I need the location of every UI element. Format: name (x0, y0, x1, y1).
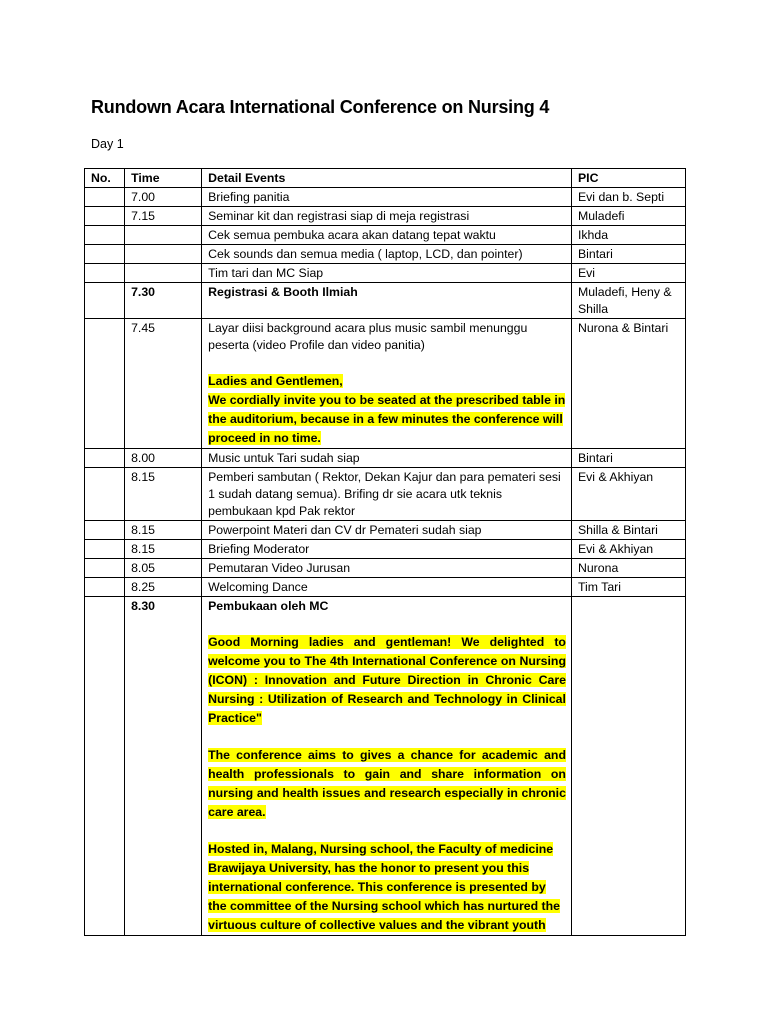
row-pic: Bintari (571, 245, 685, 264)
table-row (85, 283, 686, 319)
mc-opening-paragraph: Good Morning ladies and gentleman! We delighted to welcome you to The 4th International Conference on Nursing (ICON) : Innovation and Future Direction in Chronic Care Nursing : Utilization of Research and Technology in Clinical Practice" (208, 635, 566, 725)
row-time (125, 245, 202, 264)
row-pic: Ikhda (571, 226, 685, 245)
row-time: 8.25 (125, 578, 202, 597)
row-time: 8.15 (125, 468, 202, 521)
table-row (85, 319, 686, 449)
row-time: 7.45 (125, 319, 202, 449)
row-time: 8.00 (125, 449, 202, 468)
table-row (85, 207, 686, 226)
row-pic: Muladefi, Heny & Shilla (571, 283, 685, 319)
row-pic: Tim Tari (571, 578, 685, 597)
day-label: Day 1 (91, 137, 124, 151)
row-no (85, 283, 125, 319)
row-pic (571, 597, 685, 936)
table-row (85, 264, 686, 283)
table-row (85, 559, 686, 578)
row-no (85, 319, 125, 449)
row-event: Welcoming Dance (202, 578, 572, 597)
mc-conference-aim-paragraph: The conference aims to gives a chance for academic and health professionals to gain and share information on nursing and health issues and research especially in chronic care area. (208, 748, 566, 819)
row-pic: Bintari (571, 449, 685, 468)
mc-host-paragraph: Hosted in, Malang, Nursing school, the Faculty of medicine Brawijaya University, has the honor to present you this international conference. This conference is presented by the committee of the Nursing school which has nurtured the virtuous culture of collective values and the vibrant youth (208, 842, 560, 932)
table-row (85, 597, 686, 936)
row-pic: Evi (571, 264, 685, 283)
table-row (85, 540, 686, 559)
row-pic: Evi dan b. Septi (571, 188, 685, 207)
row-no (85, 264, 125, 283)
row-no (85, 559, 125, 578)
table-row (85, 468, 686, 521)
event-text: Pembukaan oleh MC (208, 599, 329, 613)
rundown-table (84, 168, 686, 936)
row-event: Powerpoint Materi dan CV dr Pemateri sudah siap (202, 521, 572, 540)
header-time: Time (125, 169, 202, 188)
table-row (85, 188, 686, 207)
page-title: Rundown Acara International Conference on Nursing 4 (91, 97, 550, 117)
row-no (85, 245, 125, 264)
highlight-invitation: We cordially invite you to be seated at the prescribed table in the auditorium, because in a few minutes the conference will proceed in no time. (208, 393, 566, 445)
row-pic: Nurona & Bintari (571, 319, 685, 449)
row-event: Registrasi & Booth Ilmiah (202, 283, 572, 319)
row-event: Cek semua pembuka acara akan datang tepat waktu (202, 226, 572, 245)
row-event: Cek sounds dan semua media ( laptop, LCD, dan pointer) (202, 245, 572, 264)
header-pic: PIC (571, 169, 685, 188)
row-event: Briefing panitia (202, 188, 572, 207)
row-time: 8.15 (125, 521, 202, 540)
row-time: 8.05 (125, 559, 202, 578)
row-no (85, 597, 125, 936)
row-no (85, 540, 125, 559)
table-row (85, 245, 686, 264)
table-row (85, 578, 686, 597)
row-pic: Evi & Akhiyan (571, 540, 685, 559)
table-header-row (85, 169, 686, 188)
row-no (85, 468, 125, 521)
row-no (85, 207, 125, 226)
header-no: No. (85, 169, 125, 188)
table-row (85, 521, 686, 540)
event-text: Layar diisi background acara plus music sambil menunggu peserta (video Profile dan video panitia) (208, 321, 528, 352)
row-event: Pemutaran Video Jurusan (202, 559, 572, 578)
row-event: Pemberi sambutan ( Rektor, Dekan Kajur dan para pemateri sesi 1 sudah datang semua). Brifing dr sie acara utk teknis pembukaan kpd Pak rektor (202, 468, 572, 521)
row-time: 8.30 (125, 597, 202, 936)
table-row (85, 226, 686, 245)
row-time (125, 264, 202, 283)
row-no (85, 449, 125, 468)
row-pic: Evi & Akhiyan (571, 468, 685, 521)
row-event (202, 597, 572, 936)
row-time: 7.30 (125, 283, 202, 319)
header-event: Detail Events (202, 169, 572, 188)
row-time: 8.15 (125, 540, 202, 559)
row-event: Music untuk Tari sudah siap (202, 449, 572, 468)
row-time: 7.00 (125, 188, 202, 207)
row-event (202, 319, 572, 449)
row-no (85, 521, 125, 540)
row-event: Tim tari dan MC Siap (202, 264, 572, 283)
table-row (85, 449, 686, 468)
row-pic: Shilla & Bintari (571, 521, 685, 540)
row-no (85, 578, 125, 597)
row-no (85, 226, 125, 245)
row-pic: Nurona (571, 559, 685, 578)
row-time: 7.15 (125, 207, 202, 226)
row-time (125, 226, 202, 245)
highlight-greeting: Ladies and Gentlemen, (208, 374, 343, 388)
row-no (85, 188, 125, 207)
row-event: Seminar kit dan registrasi siap di meja registrasi (202, 207, 572, 226)
row-event: Briefing Moderator (202, 540, 572, 559)
row-pic: Muladefi (571, 207, 685, 226)
